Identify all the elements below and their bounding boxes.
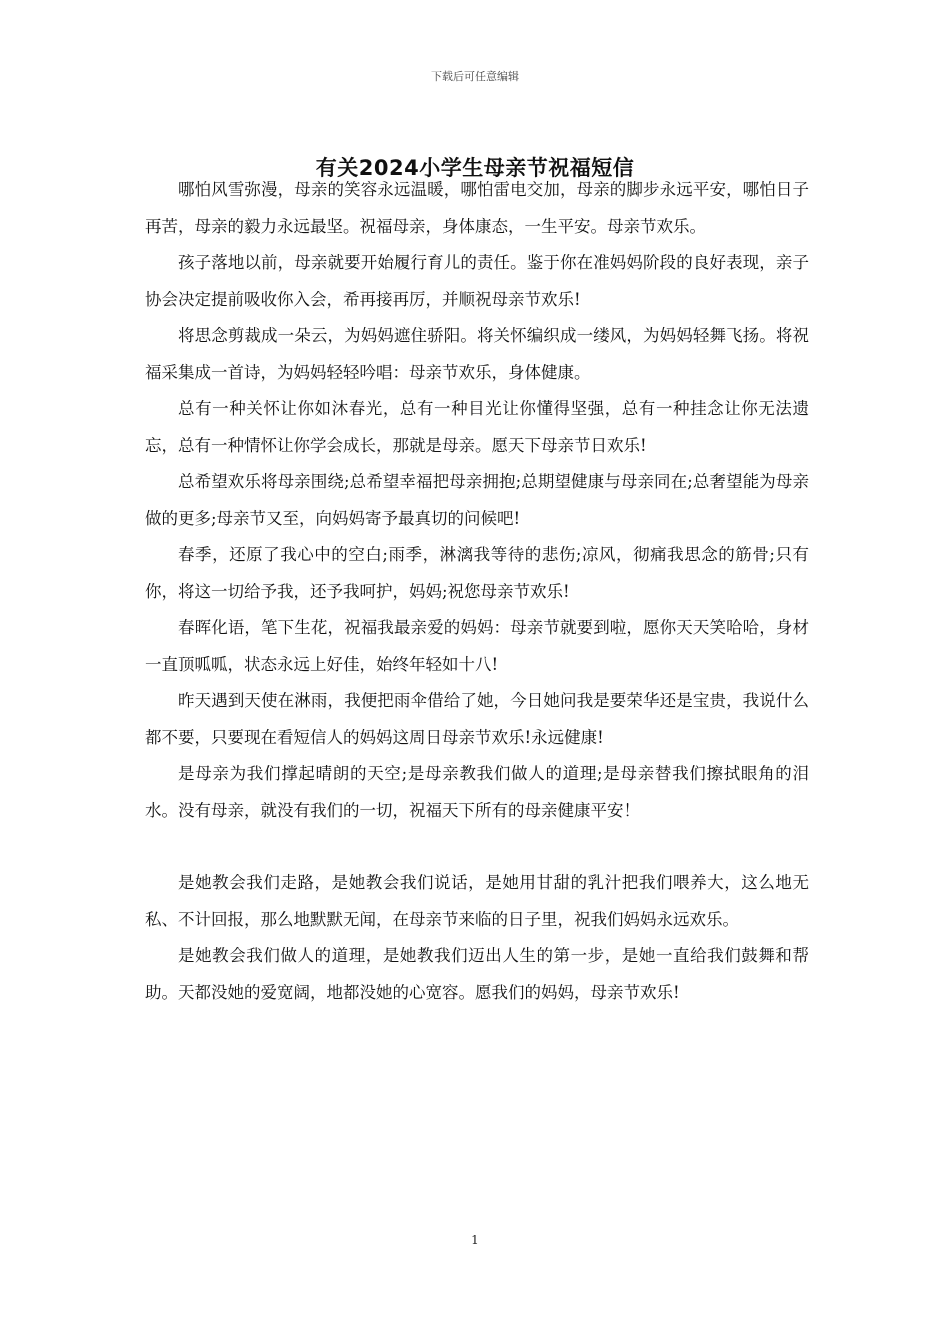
paragraph: 是她教会我们做人的道理，是她教我们迈出人生的第一步，是她一直给我们鼓舞和帮助。天都没她的爱宽阔，地都没她的心宽容。愿我们的妈妈，母亲节欢乐! — [145, 946, 809, 1002]
paragraph: 孩子落地以前，母亲就要开始履行育儿的责任。鉴于你在准妈妈阶段的良好表现，亲子协会决定提前吸收你入会，希再接再厉，并顺祝母亲节欢乐! — [145, 253, 809, 309]
paragraph: 春晖化语，笔下生花，祝福我最亲爱的妈妈：母亲节就要到啦，愿你天天笑哈哈，身材一直顶呱呱，状态永远上好佳，始终年轻如十八! — [145, 618, 809, 674]
paragraph: 总希望欢乐将母亲围绕;总希望幸福把母亲拥抱;总期望健康与母亲同在;总奢望能为母亲做的更多;母亲节又至，向妈妈寄予最真切的问候吧! — [145, 472, 809, 528]
header-note: 下载后可任意编辑 — [431, 70, 519, 83]
document-title: 有关2024小学生母亲节祝福短信 — [315, 156, 635, 180]
paragraph: 哪怕风雪弥漫，母亲的笑容永远温暖，哪怕雷电交加，母亲的脚步永远平安，哪怕日子再苦，母亲的毅力永远最坚。祝福母亲，身体康态，一生平安。母亲节欢乐。 — [145, 180, 809, 236]
document-body — [145, 172, 809, 1011]
paragraph: 是她教会我们走路，是她教会我们说话，是她用甘甜的乳汁把我们喂养大，这么地无私、不计回报，那么地默默无闻，在母亲节来临的日子里，祝我们妈妈永远欢乐。 — [145, 873, 809, 929]
paragraph: 将思念剪裁成一朵云，为妈妈遮住骄阳。将关怀编织成一缕风，为妈妈轻舞飞扬。将祝福采集成一首诗，为妈妈轻轻吟唱：母亲节欢乐，身体健康。 — [145, 326, 809, 382]
paragraph: 昨天遇到天使在淋雨，我便把雨伞借给了她，今日她问我是要荣华还是宝贵，我说什么都不要，只要现在看短信人的妈妈这周日母亲节欢乐!永远健康! — [145, 691, 809, 747]
paragraph: 是母亲为我们撑起晴朗的天空;是母亲教我们做人的道理;是母亲替我们擦拭眼角的泪水。没有母亲，就没有我们的一切，祝福天下所有的母亲健康平安！ — [145, 764, 809, 820]
page-number: 1 — [471, 1233, 479, 1247]
paragraph: 总有一种关怀让你如沐春光，总有一种目光让你懂得坚强，总有一种挂念让你无法遗忘，总有一种情怀让你学会成长，那就是母亲。愿天下母亲节日欢乐! — [145, 399, 809, 455]
paragraph: 春季，还原了我心中的空白;雨季，淋漓我等待的悲伤;凉风，彻痛我思念的筋骨;只有你，将这一切给予我，还予我呵护，妈妈;祝您母亲节欢乐! — [145, 545, 809, 601]
